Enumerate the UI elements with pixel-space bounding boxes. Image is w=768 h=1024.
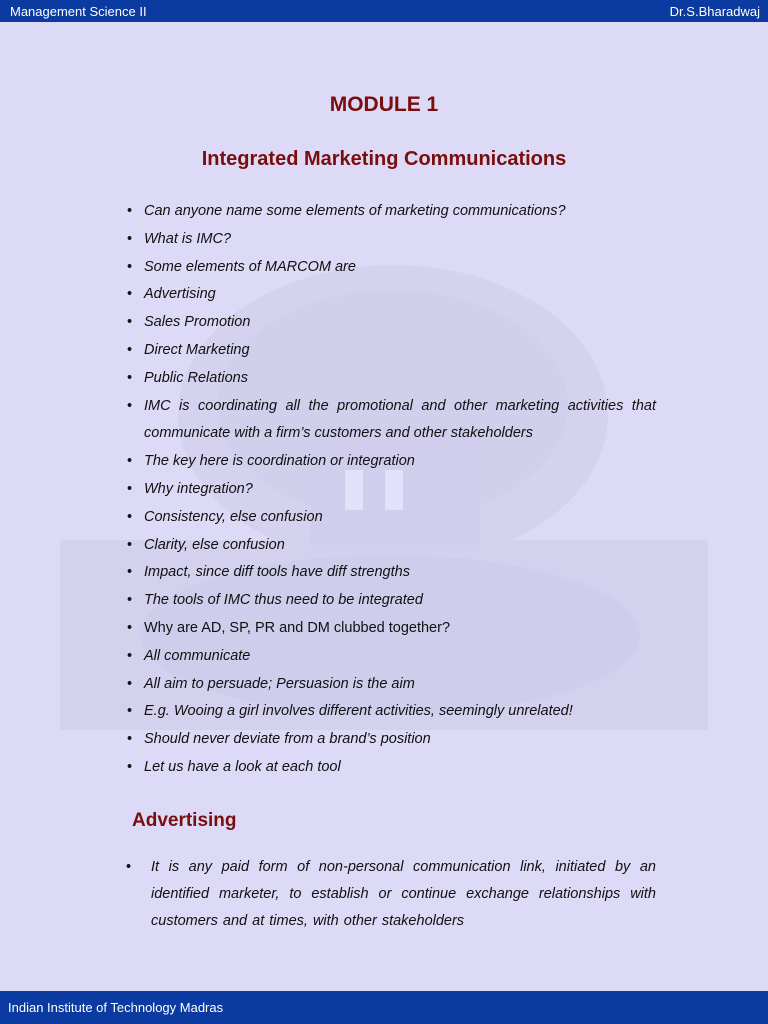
list-item: • Clarity, else confusion: [144, 532, 656, 560]
list-item: • Consistency, else confusion: [144, 504, 656, 532]
institution-name: Indian Institute of Technology Madras: [8, 1000, 224, 1015]
list-item: • All communicate: [144, 643, 656, 671]
list-item: • Advertising: [144, 281, 656, 309]
document-title: Integrated Marketing Communications: [201, 148, 567, 170]
list-item: • E.g. Wooing a girl involves different activities, seemingly unrelated!: [144, 698, 656, 726]
list-item: • Impact, since diff tools have diff strengths: [144, 559, 656, 587]
list-item: • Public Relations: [144, 365, 656, 393]
list-item: • Can anyone name some elements of marketing communications?: [144, 198, 656, 226]
list-item: • What is IMC?: [144, 226, 656, 254]
key-points-list: [144, 198, 656, 782]
definition-item: • It is any paid form of non-personal communication link, initiated by an identified marketer, to establish or continue exchange relationships with customers and at times, with other stakeholders: [151, 854, 656, 935]
page-footer: [0, 991, 768, 1024]
definition-list: [151, 854, 656, 935]
list-item: • Sales Promotion: [144, 309, 656, 337]
list-item: • All aim to persuade; Persuasion is the aim: [144, 671, 656, 699]
list-item: • Let us have a look at each tool: [144, 754, 656, 782]
list-item: • Direct Marketing: [144, 337, 656, 365]
page-header: [0, 0, 768, 22]
module-title: MODULE 1: [329, 93, 439, 116]
list-item: • The tools of IMC thus need to be integrated: [144, 587, 656, 615]
course-title: Management Science II: [10, 3, 147, 19]
list-item: • The key here is coordination or integration: [144, 448, 656, 476]
list-item: • Why integration?: [144, 476, 656, 504]
list-item: • Should never deviate from a brand’s position: [144, 726, 656, 754]
list-item: • Some elements of MARCOM are: [144, 254, 656, 282]
list-item: • IMC is coordinating all the promotional and other marketing activities that communicate with a firm’s customers and other stakeholders: [144, 393, 656, 449]
author-name: Dr.S.Bharadwaj: [669, 3, 760, 19]
list-item: • Why are AD, SP, PR and DM clubbed together?: [144, 615, 656, 643]
section-heading: Advertising: [132, 810, 237, 831]
